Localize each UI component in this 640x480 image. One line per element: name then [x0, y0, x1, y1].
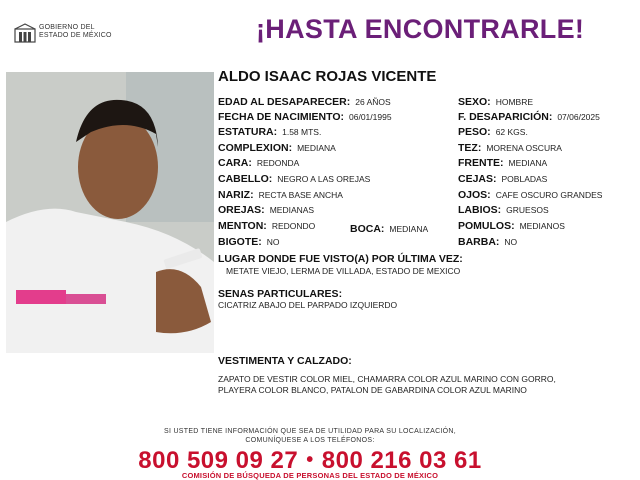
field-label: PESO:	[458, 126, 491, 138]
field-cejas	[458, 173, 547, 186]
government-logo	[14, 22, 124, 44]
field-value: HOMBRE	[495, 97, 533, 107]
field-tez	[458, 142, 562, 155]
field-value: POBLADAS	[501, 174, 548, 184]
field-value: 06/01/1995	[349, 112, 392, 122]
field-value: 26 AÑOS	[355, 97, 391, 107]
field-sexo	[458, 96, 533, 109]
state-crest-icon	[14, 23, 36, 43]
field-labios	[458, 204, 549, 217]
field-nariz	[218, 189, 343, 202]
phone-number-2[interactable]: 800 216 03 61	[321, 447, 482, 474]
field-fecha-desaparicion	[458, 111, 600, 124]
field-label: BIGOTE:	[218, 236, 262, 248]
field-boca	[350, 223, 428, 236]
field-value: MEDIANOS	[519, 221, 565, 231]
field-label: OJOS:	[458, 189, 491, 201]
marks-title: SENAS PARTICULARES:	[218, 288, 343, 300]
field-complexion	[218, 142, 336, 155]
field-label: CEJAS:	[458, 173, 497, 185]
field-value: MEDIANA	[389, 224, 429, 234]
person-photo-icon	[6, 72, 214, 353]
field-value: REDONDA	[256, 158, 300, 168]
clothing-line-2: PLAYERA COLOR BLANCO, PATALON DE GABARDINA COLOR AZUL MARINO	[218, 385, 527, 395]
last-seen-text: METATE VIEJO, LERMA DE VILLADA, ESTADO DE MEXICO	[226, 266, 461, 276]
field-orejas	[218, 204, 314, 217]
logo-line-1: GOBIERNO DEL	[39, 24, 95, 31]
commission-name: COMISIÓN DE BÚSQUEDA DE PERSONAS DEL ESTADO DE MÉXICO	[181, 471, 439, 480]
field-value: 62 KGS.	[495, 127, 528, 137]
field-fecha-nacimiento	[218, 111, 392, 124]
field-label: FRENTE:	[458, 157, 504, 169]
field-value: MEDIANA	[297, 143, 336, 153]
phone-number-1[interactable]: 800 509 09 27	[138, 447, 299, 474]
person-photo	[6, 72, 214, 353]
field-label: EDAD AL DESAPARECER:	[218, 96, 351, 108]
headline: ¡HASTA ENCONTRARLE!	[256, 14, 585, 44]
marks-text: CICATRIZ ABAJO DEL PARPADO IZQUIERDO	[218, 300, 398, 310]
field-label: COMPLEXION:	[218, 142, 293, 154]
field-value: 07/06/2025	[557, 112, 600, 122]
field-value: CAFE OSCURO GRANDES	[495, 190, 603, 200]
field-estatura	[218, 126, 321, 139]
field-cabello	[218, 173, 370, 186]
field-pomulos	[458, 220, 565, 233]
field-value: MEDIANA	[508, 158, 548, 168]
field-label: LABIOS:	[458, 204, 502, 216]
field-ojos	[458, 189, 602, 202]
field-peso	[458, 126, 528, 139]
logo-text	[39, 24, 112, 40]
field-edad	[218, 96, 391, 109]
field-menton	[218, 220, 315, 233]
field-value: REDONDO	[271, 221, 316, 231]
field-label: SEXO:	[458, 96, 491, 108]
field-value: MEDIANAS	[269, 205, 315, 215]
field-label: CARA:	[218, 157, 252, 169]
field-label: NARIZ:	[218, 189, 254, 201]
field-frente	[458, 157, 547, 170]
field-value: NEGRO A LAS OREJAS	[277, 174, 371, 184]
field-value: NO	[504, 237, 518, 247]
field-label: MENTON:	[218, 220, 267, 232]
field-value: RECTA BASE ANCHA	[258, 190, 343, 200]
separator-dot: •	[306, 449, 314, 471]
person-name: ALDO ISAAC ROJAS VICENTE	[218, 68, 437, 85]
logo-line-2: ESTADO DE MÉXICO	[39, 32, 112, 39]
field-label: CABELLO:	[218, 173, 273, 185]
clothing-title: VESTIMENTA Y CALZADO:	[218, 355, 352, 367]
field-value: MORENA OSCURA	[486, 143, 562, 153]
field-barba	[458, 236, 517, 249]
field-label: FECHA DE NACIMIENTO:	[218, 111, 344, 123]
field-cara	[218, 157, 299, 170]
field-label: POMULOS:	[458, 220, 515, 232]
field-label: OREJAS:	[218, 204, 265, 216]
footer-note-line-1: SI USTED TIENE INFORMACIÓN QUE SEA DE UTILIDAD PARA SU LOCALIZACIÓN,	[163, 428, 457, 435]
clothing-line-1: ZAPATO DE VESTIR COLOR MIEL, CHAMARRA COLOR AZUL MARINO CON GORRO,	[218, 374, 556, 384]
field-label: BOCA:	[350, 223, 385, 235]
field-label: F. DESAPARICIÓN:	[458, 111, 553, 123]
field-bigote	[218, 236, 280, 249]
field-label: ESTATURA:	[218, 126, 278, 138]
footer-note-line-2: COMUNÍQUESE A LOS TELÉFONOS:	[245, 437, 375, 444]
field-value: NO	[266, 237, 280, 247]
field-value: 1.58 MTS.	[282, 127, 322, 137]
field-label: BARBA:	[458, 236, 500, 248]
field-label: TEZ:	[458, 142, 482, 154]
last-seen-title: LUGAR DONDE FUE VISTO(A) POR ÚLTIMA VEZ:	[218, 253, 463, 265]
field-value: GRUESOS	[506, 205, 549, 215]
